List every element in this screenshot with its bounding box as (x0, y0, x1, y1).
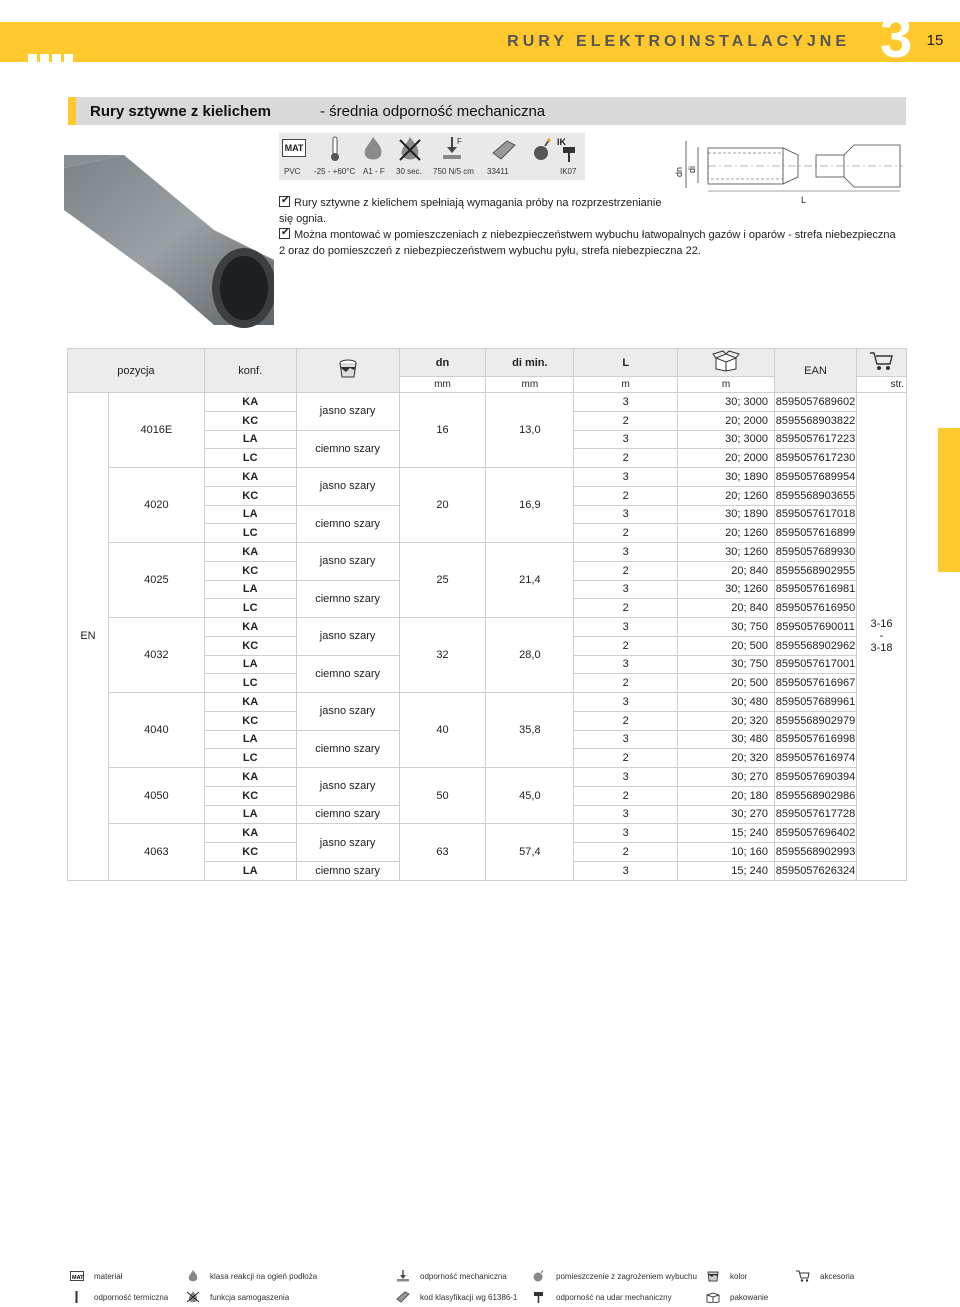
position-code: 4032 (108, 618, 204, 693)
dn-cell: 40 (399, 693, 486, 768)
konf-cell: KC (204, 411, 296, 430)
ean-cell: 8595568903655 (775, 486, 857, 505)
prop-self-extinguishing: 30 sec. (396, 167, 422, 176)
ean-cell: 8595057616981 (775, 580, 857, 599)
length-cell: 2 (574, 786, 678, 805)
prop-compression: 750 N/5 cm (433, 167, 474, 176)
length-cell: 3 (574, 655, 678, 674)
impact-hammer-icon (532, 1291, 546, 1303)
pack-cell: 30; 270 (678, 768, 775, 787)
legend-item (396, 1270, 507, 1282)
ean-cell: 8595568902979 (775, 711, 857, 730)
prop-fire-class: A1 - F (363, 167, 385, 176)
legend-label: pakowanie (730, 1292, 769, 1302)
pack-cell: 30; 3000 (678, 430, 775, 449)
length-cell: 2 (574, 636, 678, 655)
length-cell: 3 (574, 693, 678, 712)
position-code: 4050 (108, 768, 204, 824)
legend-item (186, 1291, 289, 1303)
section-title: Rury sztywne z kielichem (90, 103, 271, 120)
dn-cell: 16 (399, 393, 486, 468)
legend-label: odporność termiczna (94, 1292, 169, 1302)
prop-classification: 33411 (487, 167, 509, 176)
color-cell: ciemno szary (296, 730, 399, 768)
color-cell: jasno szary (296, 824, 399, 862)
header-di: di min. (486, 349, 574, 377)
ean-cell: 8595057689961 (775, 693, 857, 712)
pack-cell: 30; 750 (678, 655, 775, 674)
pack-cell: 20; 1260 (678, 486, 775, 505)
check-icon (279, 228, 290, 239)
color-cell: jasno szary (296, 693, 399, 731)
table-row (68, 768, 907, 787)
length-cell: 2 (574, 449, 678, 468)
legend-item (70, 1270, 122, 1282)
pack-cell: 30; 480 (678, 693, 775, 712)
ean-cell: 8595057617018 (775, 505, 857, 524)
table-row (68, 543, 907, 562)
section-title-bar (68, 97, 906, 125)
length-cell: 2 (574, 749, 678, 768)
color-cell: ciemno szary (296, 430, 399, 468)
ean-cell: 8595057689930 (775, 543, 857, 562)
classification-icon (396, 1291, 410, 1303)
length-cell: 3 (574, 468, 678, 487)
color-cell: jasno szary (296, 618, 399, 656)
table-row (68, 393, 907, 412)
color-cell: ciemno szary (296, 580, 399, 618)
legend-mat-text: MAT (72, 1275, 84, 1281)
unit-dn: mm (399, 377, 486, 393)
length-cell: 3 (574, 861, 678, 880)
chapter-number: 3 (880, 5, 913, 70)
length-cell: 2 (574, 843, 678, 862)
pack-cell: 20; 2000 (678, 411, 775, 430)
length-cell: 2 (574, 411, 678, 430)
thermometer-icon (70, 1291, 84, 1303)
legend-item (532, 1291, 672, 1303)
pack-cell: 30; 1260 (678, 543, 775, 562)
color-cell: jasno szary (296, 543, 399, 581)
konf-cell: KA (204, 693, 296, 712)
pack-cell: 20; 500 (678, 636, 775, 655)
konf-cell: LA (204, 430, 296, 449)
ean-cell: 8595568902955 (775, 561, 857, 580)
table-row (68, 693, 907, 712)
color-cell: jasno szary (296, 768, 399, 806)
ean-cell: 8595057617223 (775, 430, 857, 449)
konf-cell: LA (204, 730, 296, 749)
di-cell: 16,9 (486, 468, 574, 543)
page-ref-cell (856, 393, 906, 881)
pack-cell: 20; 500 (678, 674, 775, 693)
ean-cell: 8595057616899 (775, 524, 857, 543)
legend-label: kod klasyfikacji wg 61386-1 (420, 1292, 518, 1302)
konf-cell: LA (204, 861, 296, 880)
pipe-photo (64, 150, 274, 330)
properties-strip (279, 133, 585, 180)
dn-cell: 50 (399, 768, 486, 824)
pack-cell: 20; 320 (678, 749, 775, 768)
compression-icon (441, 135, 463, 163)
konf-cell: KC (204, 486, 296, 505)
explosion-icon (531, 135, 553, 163)
legend-item (706, 1291, 768, 1303)
ean-cell: 8595057617230 (775, 449, 857, 468)
ean-cell: 8595057626324 (775, 861, 857, 880)
konf-cell: LA (204, 655, 296, 674)
length-cell: 3 (574, 430, 678, 449)
color-cell: ciemno szary (296, 805, 399, 824)
legend-label: kolor (730, 1271, 748, 1281)
diagram-length: L (801, 195, 807, 205)
length-cell: 2 (574, 486, 678, 505)
pack-cell: 30; 1260 (678, 580, 775, 599)
konf-cell: KC (204, 786, 296, 805)
legend-item (796, 1270, 854, 1282)
table-body (68, 393, 907, 881)
check-icon (279, 196, 290, 207)
impact-hammer-icon (555, 135, 583, 163)
table-row (68, 824, 907, 843)
box-icon (712, 350, 740, 372)
classification-icon (491, 135, 517, 163)
section-subtitle: - średnia odporność mechaniczna (320, 103, 546, 120)
position-code: 4040 (108, 693, 204, 768)
di-cell: 57,4 (486, 824, 574, 880)
unit-L: m (574, 377, 678, 393)
konf-cell: LC (204, 524, 296, 543)
konf-cell: KA (204, 824, 296, 843)
prop-material: PVC (284, 167, 301, 176)
pack-cell: 30; 1890 (678, 468, 775, 487)
color-cell: jasno szary (296, 393, 399, 431)
ean-cell: 8595568902993 (775, 843, 857, 862)
ean-cell: 8595057689602 (775, 393, 857, 412)
header-L: L (574, 349, 678, 377)
di-cell: 45,0 (486, 768, 574, 824)
header-pozycja: pozycja (68, 349, 205, 393)
pack-cell: 15; 240 (678, 824, 775, 843)
ean-cell: 8595057616950 (775, 599, 857, 618)
length-cell: 2 (574, 599, 678, 618)
ean-cell: 8595568902986 (775, 786, 857, 805)
legend-item (70, 1291, 168, 1303)
konf-cell: KA (204, 468, 296, 487)
length-cell: 3 (574, 824, 678, 843)
bullet-1: ✔Rury sztywne z kielichem spełniają wymagania próby na rozprzestrzenianie (279, 195, 661, 211)
di-cell: 13,0 (486, 393, 574, 468)
length-cell: 3 (574, 730, 678, 749)
ean-cell: 8595057616974 (775, 749, 857, 768)
header-str: str. (856, 377, 906, 393)
pack-cell: 20; 840 (678, 599, 775, 618)
pack-cell: 30; 3000 (678, 393, 775, 412)
color-cell: ciemno szary (296, 655, 399, 693)
color-cell: jasno szary (296, 468, 399, 506)
length-cell: 2 (574, 711, 678, 730)
diagram-di: di (687, 165, 697, 173)
box-icon (706, 1291, 720, 1303)
ean-cell: 8595568902962 (775, 636, 857, 655)
thermometer-icon (329, 135, 341, 163)
konf-cell: KA (204, 768, 296, 787)
bullet-2-cont: 2 oraz do pomieszczeń z niebezpieczeństwem wybuchu pyłu, strefa niebezpieczna 22. (279, 245, 701, 257)
header-accessories (856, 349, 906, 377)
page-ref-dash: - (879, 630, 884, 643)
flame-icon (186, 1270, 200, 1282)
di-cell: 35,8 (486, 693, 574, 768)
pack-cell: 20; 320 (678, 711, 775, 730)
pack-cell: 15; 240 (678, 861, 775, 880)
mat-icon (70, 1270, 84, 1282)
di-cell: 28,0 (486, 618, 574, 693)
page-number: 15 (926, 31, 944, 49)
header-dn: dn (399, 349, 486, 377)
konf-cell: KA (204, 543, 296, 562)
konf-cell: KA (204, 393, 296, 412)
color-bucket-icon (706, 1270, 720, 1282)
konf-cell: LA (204, 805, 296, 824)
length-cell: 3 (574, 805, 678, 824)
self-extinguishing-icon (186, 1291, 200, 1303)
length-cell: 2 (574, 561, 678, 580)
length-cell: 3 (574, 618, 678, 637)
pack-cell: 20; 2000 (678, 449, 775, 468)
compression-icon (396, 1270, 410, 1282)
dn-cell: 25 (399, 543, 486, 618)
self-extinguishing-icon (397, 135, 423, 163)
legend-label: pomieszczenie z zagrożeniem wybuchu (556, 1271, 697, 1281)
unit-di: mm (486, 377, 574, 393)
pack-cell: 20; 1260 (678, 524, 775, 543)
color-cell: ciemno szary (296, 861, 399, 880)
legend-label: odporność mechaniczna (420, 1271, 507, 1281)
position-code: 4016E (108, 393, 204, 468)
konf-cell: KC (204, 636, 296, 655)
ean-cell: 8595057690394 (775, 768, 857, 787)
ean-cell: 8595057690011 (775, 618, 857, 637)
page-ref-from: 3-16 (870, 618, 893, 631)
length-cell: 3 (574, 393, 678, 412)
ean-cell: 8595057696402 (775, 824, 857, 843)
konf-cell: KA (204, 618, 296, 637)
position-code: 4025 (108, 543, 204, 618)
header-ean: EAN (775, 349, 857, 393)
length-cell: 3 (574, 768, 678, 787)
length-cell: 3 (574, 543, 678, 562)
pack-cell: 20; 840 (678, 561, 775, 580)
konf-cell: LC (204, 749, 296, 768)
length-cell: 3 (574, 580, 678, 599)
prop-impact: IK07 (560, 167, 577, 176)
ean-cell: 8595057617001 (775, 655, 857, 674)
pack-cell: 10; 160 (678, 843, 775, 862)
konf-cell: LC (204, 599, 296, 618)
dn-cell: 63 (399, 824, 486, 880)
legend-label: materiał (94, 1271, 123, 1281)
impact-letters: IK (557, 137, 566, 147)
length-cell: 2 (574, 524, 678, 543)
konf-cell: LC (204, 674, 296, 693)
dn-cell: 32 (399, 618, 486, 693)
bullet-2: ✔Można montować w pomieszczeniach z niebezpieczeństwem wybuchu łatwopalnych gazów i oparów - strefa niebezpieczna (279, 227, 896, 243)
compression-letter: F (457, 137, 462, 146)
color-cell: ciemno szary (296, 505, 399, 543)
legend-item (396, 1291, 517, 1303)
length-cell: 3 (574, 505, 678, 524)
product-table (67, 348, 907, 881)
chapter-side-tab (938, 428, 960, 572)
ean-cell: 8595057616998 (775, 730, 857, 749)
konf-cell: KC (204, 843, 296, 862)
pack-cell: 30; 1890 (678, 505, 775, 524)
unit-pack: m (678, 377, 775, 393)
mat-icon: MAT (282, 139, 306, 157)
flame-icon (361, 135, 385, 163)
position-code: 4020 (108, 468, 204, 543)
konf-cell: LC (204, 449, 296, 468)
header-title: RURY ELEKTROINSTALACYJNE (507, 33, 850, 50)
norm-cell: EN (68, 393, 109, 881)
ean-cell: 8595057616967 (775, 674, 857, 693)
pack-cell: 30; 270 (678, 805, 775, 824)
legend-label: odporność na udar mechaniczny (556, 1292, 672, 1302)
header-konf: konf. (204, 349, 296, 393)
konf-cell: KC (204, 561, 296, 580)
color-bucket-icon (337, 358, 359, 380)
legend-label: funkcja samogaszenia (210, 1292, 290, 1302)
explosion-icon (532, 1270, 546, 1282)
legend-label: klasa reakcji na ogień podłoża (210, 1271, 318, 1281)
table-row (68, 468, 907, 487)
ean-cell: 8595057617728 (775, 805, 857, 824)
ean-cell: 8595568903822 (775, 411, 857, 430)
legend-label: akcesoria (820, 1271, 855, 1281)
header-color (296, 349, 399, 393)
length-cell: 2 (574, 674, 678, 693)
header-pack (678, 349, 775, 377)
pack-cell: 30; 750 (678, 618, 775, 637)
konf-cell: LA (204, 580, 296, 599)
bullet-1-cont: się ognia. (279, 213, 327, 225)
di-cell: 21,4 (486, 543, 574, 618)
legend-item (706, 1270, 747, 1282)
position-code: 4063 (108, 824, 204, 880)
konf-cell: LA (204, 505, 296, 524)
page-ref-to: 3-18 (870, 642, 893, 655)
pack-cell: 20; 180 (678, 786, 775, 805)
cart-icon (868, 350, 894, 372)
dn-cell: 20 (399, 468, 486, 543)
cart-icon (796, 1270, 810, 1282)
pipe-dimension-diagram (668, 133, 908, 205)
diagram-dn: dn (674, 166, 684, 177)
pack-cell: 30; 480 (678, 730, 775, 749)
table-row (68, 618, 907, 637)
legend-item (186, 1270, 317, 1282)
konf-cell: KC (204, 711, 296, 730)
ean-cell: 8595057689954 (775, 468, 857, 487)
prop-temperature: -25 - +60°C (314, 167, 356, 176)
legend-item (532, 1270, 697, 1282)
